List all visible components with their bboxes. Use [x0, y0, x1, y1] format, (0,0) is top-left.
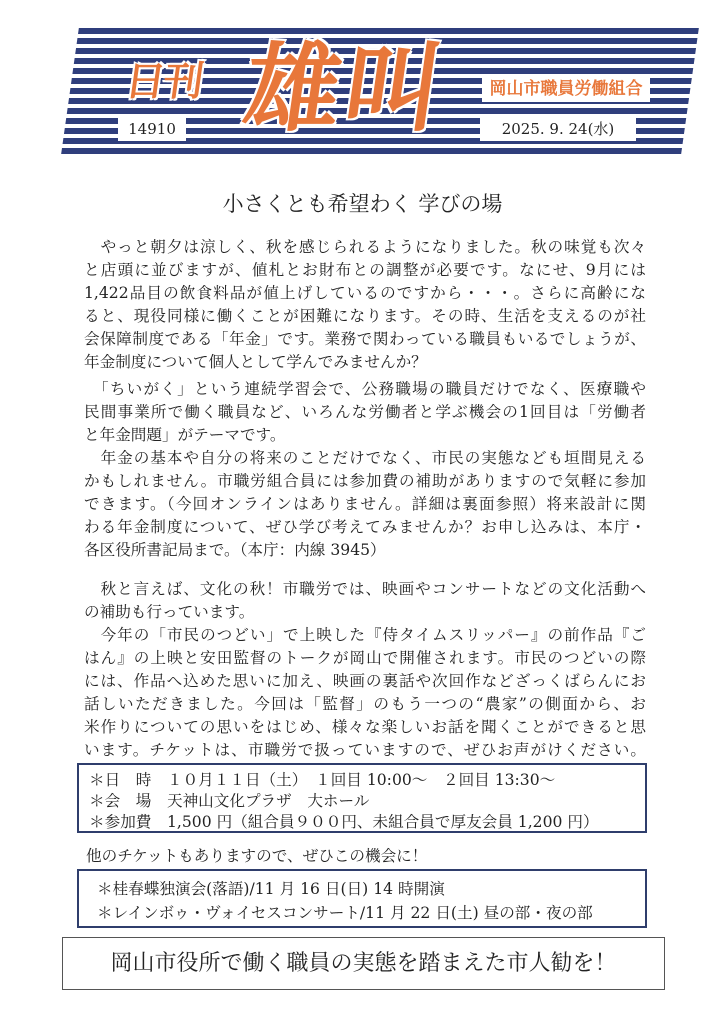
text-line: と店頭に並びますが、値札とお財布との調整が必要です。なにせ、9月には: [84, 261, 646, 279]
text-line: 1,422品目の飲食料品が値上げしているのですから・・・。さらに高齢にな: [84, 284, 646, 302]
text-line: 「ちいがく」という連続学習会で、公務職場の職員だけでなく、医療職や: [84, 380, 646, 398]
text-line: はん』の上映と安田監督のトークが岡山で開催されます。市民のつどいの際: [84, 649, 646, 667]
logo-daily: 日刊: [122, 59, 205, 105]
text-line: 年金制度について個人として学んでみませんか？: [84, 353, 427, 371]
issue-number: 14910: [118, 117, 186, 141]
event-datetime: ＊日 時 １０月１１日（土） １回目 10:00～ ２回目 13:30～: [89, 771, 556, 789]
text-line: わる年金制度について、ぜひ学び考えてみませんか？お申し込みは、本庁・: [84, 518, 646, 536]
slogan-box: 岡山市役所で働く職員の実態を踏まえた市人勧を！: [62, 937, 665, 990]
text-line: と年金問題」がテーマです。: [84, 426, 286, 444]
text-line: できます。（今回オンラインはありません。詳細は裏面参照）将来設計に関: [84, 495, 646, 513]
text-line: 秋と言えば、文化の秋！市職労では、映画やコンサートなどの文化活動へ: [84, 580, 646, 598]
text-line: かもしれません。市職労組合員には参加費の補助がありますので気軽に参加: [84, 472, 646, 490]
text-line: やっと朝夕は涼しく、秋を感じられるようになりました。秋の味覚も次々: [84, 238, 646, 256]
text-line: 話しいただきました。今回は「監督」のもう一つの“農家”の側面から、お: [84, 695, 646, 713]
event-details-box: [77, 763, 647, 833]
other-tickets-note: 他のチケットもありますので、ぜひこの機会に！: [86, 847, 428, 865]
text-line: 会保障制度である「年金」です。業務で関わっている職員もいるでしょうが、: [84, 330, 646, 348]
event-fee: ＊参加費 1,500 円（組合員９００円、未組合員で厚友会員 1,200 円）: [89, 813, 599, 831]
ticket-item: ＊レインボゥ・ヴォイセスコンサート/11 月 22 日(土) 昼の部・夜の部: [97, 904, 593, 922]
other-tickets-box: [77, 869, 647, 928]
text-line: 年金の基本や自分の将来のことだけでなく、市民の実態なども垣間見える: [84, 449, 646, 467]
organization-name: 岡山市職員労働組合: [482, 76, 650, 102]
article-title: 小さくとも希望わく 学びの場: [222, 192, 503, 216]
text-line: 今年の「市民のつどい」で上映した『侍タイムスリッパー』の前作品『ご: [84, 626, 646, 644]
event-venue: ＊会 場 天神山文化プラザ 大ホール: [89, 792, 370, 810]
logo-title: 雄叫: [237, 33, 453, 145]
text-line: います。チケットは、市職労で扱っていますので、ぜひお声がけください。: [84, 741, 646, 759]
ticket-item: ＊桂春蝶独演会(落語)/11 月 16 日(日) 14 時開演: [97, 880, 445, 898]
text-line: には、作品へ込めた思いに加え、映画の裏話や次回作などざっくばらんにお: [84, 672, 646, 690]
text-line: 民間事業所で働く職員など、いろんな労働者と学ぶ機会の1回目は「労働者: [84, 403, 646, 421]
text-line: の補助も行っています。: [84, 603, 255, 621]
issue-date: 2025. 9. 24(水): [480, 117, 636, 141]
text-line: 各区役所書記局まで。（本庁：内線 3945）: [84, 541, 386, 559]
text-line: 米作りについての思いをはじめ、様々な楽しいお話を聞くことができると思: [84, 718, 646, 736]
text-line: ると、現役同様に働くことが困難になります。その時、生活を支えるのが社: [84, 307, 646, 325]
